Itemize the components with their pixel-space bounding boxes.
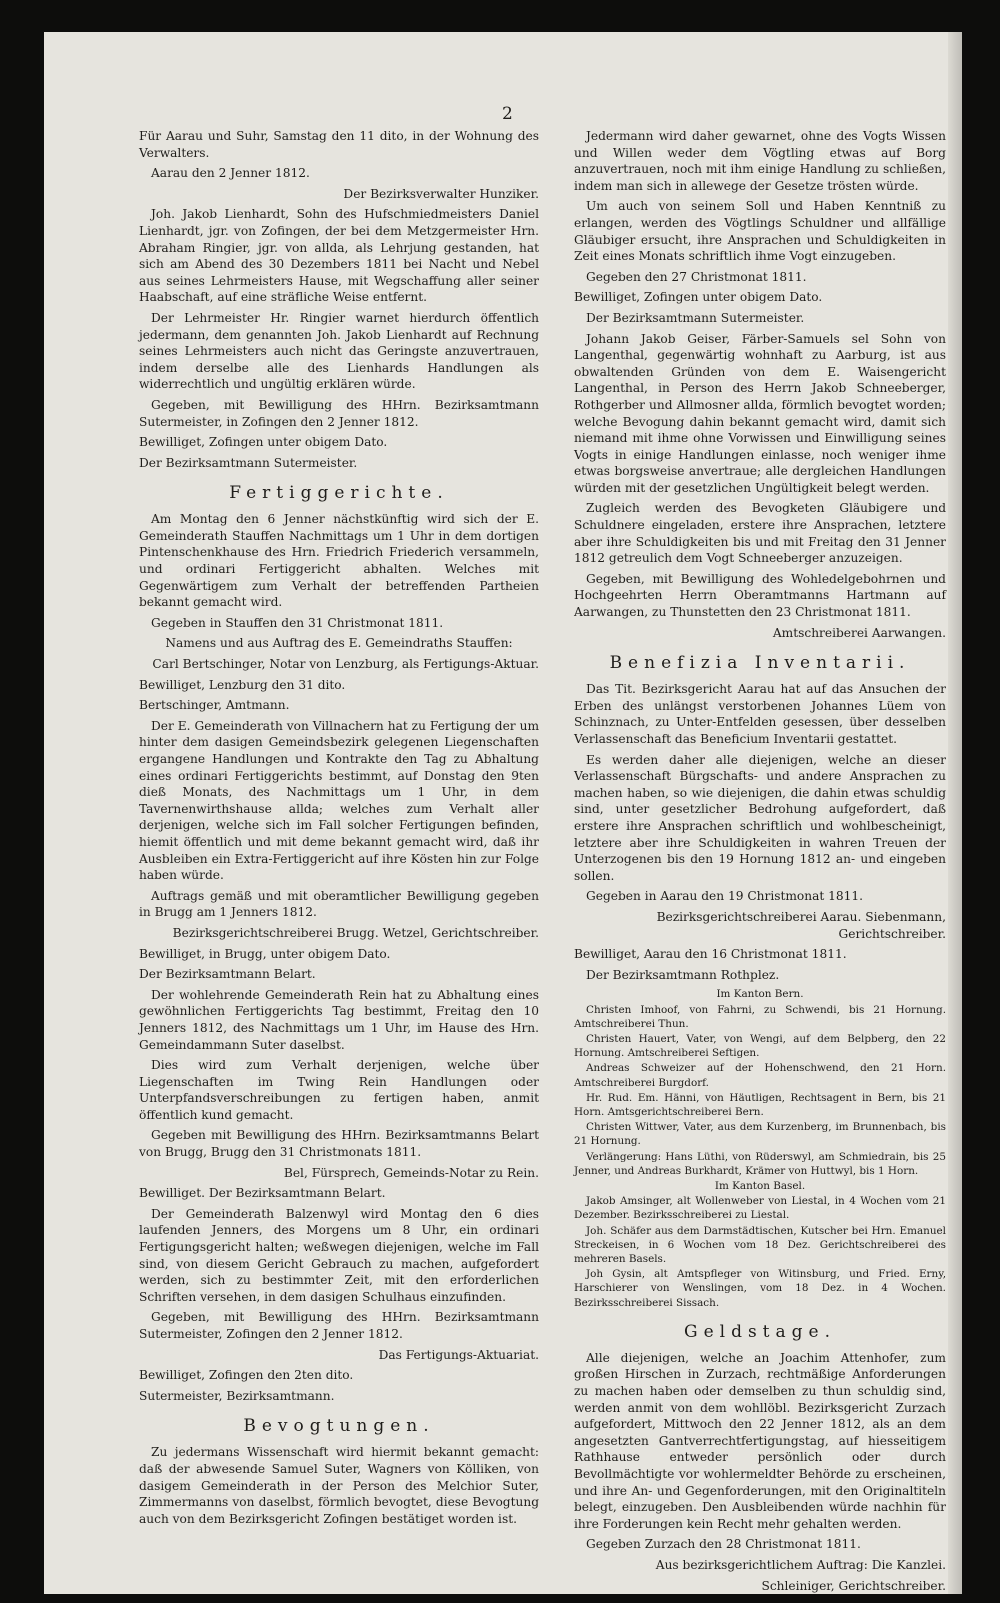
paragraph: Alle diejenigen, welche an Joachim Attenhofer, zum großen Hirschen in Zurzach, rechtmäßige Anforderungen zu machen haben oder demselben zu thun schuldig sind, werden anmit von dem wohllöbl. Bezirksgericht Zurzach aufgefordert, Mittwoch den 22 Jenner 1812, als an dem angesetzten Gantverrechtfertigungstag, auf hiesseitigem Rathhause entweder persönlich oder durch Bevollmächtigte vor wohlermeldter Behörde zu erscheinen, und ihre An- und Gegenforderungen, mit den Originaltiteln belegt, einzugeben. Den Ausbleibenden würde nachhin für ihre Forderungen kein Recht mehr gehalten werden. [574, 1350, 946, 1531]
paragraph: Um auch von seinem Soll und Haben Kenntniß zu erlangen, werden des Vögtlings Schuldner und allfällige Gläubiger ersucht, ihre Ansprachen und Schuldigkeiten in Zeit eines Monats schriftlich ihme Vogt einzugeben. [574, 199, 946, 264]
approval-line: Bewilliget, Aarau den 16 Christmonat 1811. [574, 947, 847, 962]
signature: Sutermeister, Bezirksamtmann. [139, 1388, 335, 1403]
signature: Amtschreiberei Aarwangen. [772, 625, 946, 640]
paragraph: Der E. Gemeinderath von Villnachern hat zu Fertigung der um hinter dem dasigen Gemeindsbezirk gelegenen Liegenschaften ergangene Handlungen und Kontrakte den Tag zu Abhaltung eines ordinari Fertiggerichts bestimmt, auf Donstag den 9ten dieß Monats, des Nachmittags um 1 Uhr, in dem Tavernenwirthshause allda; welches zum Verhalt aller derjenigen, welche sich im Fall solcher Fertigungen befinden, hiemit öffentlich und mit deme bekannt gemacht wird, daß ihr Ausbleiben ein Extra-Fertiggericht auf ihre Kösten hin zur Folge haben würde. [139, 718, 539, 883]
date-line: Gegeben in Aarau den 19 Christmonat 1811. [586, 889, 864, 904]
paragraph: Dies wird zum Verhalt derjenigen, welche über Liegenschaften im Twing Rein Handlungen oder Unterpfandsverschreibungen zu fertigen haben, anmit öffentlich kund gemacht. [139, 1058, 539, 1122]
paragraph: Der Lehrmeister Hr. Ringier warnet hierdurch öffentlich jedermann, dem genannten Joh. Jakob Lienhardt auf Rechnung seines Lehrmeisters auch nicht das Geringste anzuvertrauen, indem derselbe alle des Lienhards Handlungen als widerrechtlich und ungültig erklären würde. [139, 310, 539, 392]
date-line: Aarau den 2 Jenner 1812. [151, 166, 310, 181]
paragraph: Am Montag den 6 Jenner nächstkünftig wird sich der E. Gemeinderath Stauffen Nachmittags um 1 Uhr in dem dortigen Pintenschenkhause des Hrn. Friedrich Friederich versammeln, und ordinari Fertiggericht abhalten. Welches mit Gegenwärtigem zum Verhalt der betreffenden Partheien bekannt gemacht wird. [139, 512, 539, 610]
approval-line: Bewilliget. Der Bezirksamtmann Belart. [139, 1186, 386, 1201]
newspaper-page [44, 32, 962, 1594]
signature: Der Bezirksamtmann Belart. [139, 967, 316, 982]
section-heading-bevogtungen: Bevogtungen. [243, 1416, 435, 1437]
list-item: Christen Hauert, Vater, von Wengi, auf dem Belpberg, den 22 Hornung. Amtschreiberei Seftigen. [574, 1032, 946, 1060]
date-line: Gegeben den 27 Christmonat 1811. [586, 269, 807, 284]
list-item: Joh. Schäfer aus dem Darmstädtischen, Kutscher bei Hrn. Emanuel Streckeisen, in 6 Wochen vom 18 Dez. Gerichtschreiberei des mehreren Basels. [574, 1224, 946, 1265]
signature: Der Bezirksverwalter Hunziker. [343, 186, 539, 201]
signature: Der Bezirksamtmann Sutermeister. [139, 455, 358, 470]
approval-line: Bewilliget, Zofingen den 2ten dito. [139, 1368, 354, 1383]
paragraph: Für Aarau und Suhr, Samstag den 11 dito, in der Wohnung des Verwalters. [139, 129, 539, 160]
section-heading-benefizia-inventarii: Benefizia Inventarii. [609, 653, 911, 674]
canton-heading: Im Kanton Basel. [714, 1179, 806, 1192]
signature: Der Bezirksamtmann Rothplez. [586, 967, 780, 982]
list-item: Christen Imhoof, von Fahrni, zu Schwendi, bis 21 Hornung. Amtschreiberei Thun. [574, 1003, 946, 1030]
signature: Bezirksgerichtschreiberei Brugg. Wetzel, Gerichtschreiber. [172, 925, 539, 940]
paragraph: Gegeben, mit Bewilligung des HHrn. Bezirksamtmann Sutermeister, Zofingen den 2 Jenner 1812. [139, 1310, 539, 1341]
signature: Carl Bertschinger, Notar von Lenzburg, als Fertigungs-Aktuar. [152, 657, 539, 672]
list-item: Verlängerung: Hans Lüthi, von Rüderswyl, am Schmiedrain, bis 25 Jenner, und Andreas Burkhardt, Krämer von Huttwyl, bis 1 Horn. [574, 1150, 946, 1177]
right-column [574, 128, 946, 1598]
section-heading-geldstage: Geldstage. [684, 1321, 836, 1342]
paragraph: Gegeben mit Bewilligung des HHrn. Bezirksamtmanns Belart von Brugg, Brugg den 31 Christmonats 1811. [139, 1128, 539, 1160]
paragraph: Gegeben, mit Bewilligung des HHrn. Bezirksamtmann Sutermeister, in Zofingen den 2 Jenner 1812. [139, 397, 539, 429]
signature: Bezirksgerichtschreiberei Aarau. Siebenmann, Gerichtschreiber. [656, 909, 946, 941]
paragraph: Gegeben, mit Bewilligung des Wohledelgebohrnen und Hochgeehrten Herrn Oberamtmanns Hartmann auf Aarwangen, zu Thunstetten den 23 Christmonat 1811. [574, 571, 946, 620]
canton-heading: Im Kanton Bern. [716, 988, 804, 1001]
list-item: Andreas Schweizer auf der Hohenschwend, den 21 Horn. Amtschreiberei Burgdorf. [574, 1062, 946, 1089]
date-line: Gegeben in Stauffen den 31 Christmonat 1811. [151, 615, 444, 630]
paragraph: Auftrags gemäß und mit oberamtlicher Bewilligung gegeben in Brugg am 1 Jenners 1812. [139, 888, 539, 920]
page-number: 2 [502, 104, 513, 124]
signature: Bel, Fürsprech, Gemeinds-Notar zu Rein. [283, 1165, 539, 1180]
canton-listings [574, 987, 946, 1309]
commission-line: Namens und aus Auftrag des E. Gemeindraths Stauffen: [165, 636, 513, 651]
left-column [139, 128, 539, 1531]
date-line: Gegeben Zurzach den 28 Christmonat 1811. [586, 1537, 861, 1552]
paragraph: Zugleich werden des Bevogketen Gläubigere und Schuldnere eingeladen, erstere ihre Ansprachen, letztere aber ihre Schuldigkeiten bis und mit Freitag den 31 Jenner 1812 getreulich dem Vogt Schneeberger anzuzeigen. [574, 501, 946, 566]
section-heading-fertiggerichte: Fertiggerichte. [229, 483, 449, 504]
signature: Der Bezirksamtmann Sutermeister. [586, 310, 805, 325]
list-item: Joh Gysin, alt Amtspfleger von Witinsburg, und Fried. Erny, Harschierer von Wenslingen, vom 18 Dez. in 4 Wochen. Bezirksschreiberei Sissach. [574, 1268, 946, 1309]
paragraph: Johann Jakob Geiser, Färber-Samuels sel Sohn von Langenthal, gegenwärtig wohnhaft zu Aarburg, ist aus obwaltenden Gründen von dem E. Waisengericht Langenthal, in Person des Herrn Jakob Schneeberger, Rothgerber und Allmosner allda, förmlich bevogtet worden; welche Bevogung dahin bekannt gemacht wird, damit sich niemand mit ihme ohne Vorwissen und Einwilligung seines Vogts in einige Handlungen einlasse, noch weniger ihme etwas borgsweise anvertraue; alle dergleichen Handlungen würden mit der gesetzlichen Ungültigkeit belegt werden. [574, 331, 946, 495]
approval-line: Bewilliget, Zofingen unter obigem Dato. [574, 290, 823, 305]
list-item: Jakob Amsinger, alt Wollenweber von Liestal, in 4 Wochen vom 21 Dezember. Bezirksschreiberei zu Liestal. [574, 1195, 946, 1222]
paragraph: Es werden daher alle diejenigen, welche an dieser Verlassenschaft Bürgschafts- und andere Ansprachen zu machen haben, so wie diejenigen, die dahin etwas schuldig sind, unter gesetzlicher Bedrohung aufgefordert, daß erstere ihre Ansprachen schriftlich und wohlbescheinigt, letztere aber ihre Schuldigkeiten in wahren Treuen der Unterzogenen bis den 19 Hornung 1812 an- und eingeben sollen. [574, 752, 946, 883]
approval-line: Bewilliget, Zofingen unter obigem Dato. [139, 435, 388, 450]
approval-line: Bewilliget, in Brugg, unter obigem Dato. [139, 946, 391, 961]
paragraph: Der wohlehrende Gemeinderath Rein hat zu Abhaltung eines gewöhnlichen Fertiggerichts Tag bestimmt, Freitag den 10 Jenners 1812, des Nachmittags um 1 Uhr, im Hause des Hrn. Gemeindammann Suter daselbst. [139, 987, 539, 1052]
approval-line: Bewilliget, Lenzburg den 31 dito. [139, 677, 346, 692]
signature: Bertschinger, Amtmann. [139, 698, 290, 713]
signature: Schleiniger, Gerichtschreiber. [761, 1578, 946, 1593]
paragraph: Jedermann wird daher gewarnet, ohne des Vogts Wissen und Willen weder dem Vögtling etwas auf Borg anzuvertrauen, noch mit ihm einige Handlung zu schließen, indem man sich in allewege der Gesetze trösten würde. [574, 129, 946, 193]
paragraph: Das Tit. Bezirksgericht Aarau hat auf das Ansuchen der Erben des unlängst verstorbenen Johannes Lüem von Schinznach, zu Unter-Entfelden gesessen, über desselben Verlassenschaft das Beneficium Inventarii gestattet. [574, 682, 946, 746]
paragraph: Zu jedermans Wissenschaft wird hiermit bekannt gemacht: daß der abwesende Samuel Suter, Wagners von Kölliken, von dasigem Gemeinderath in der Person des Melchior Suter, Zimmermanns von daselbst, förmlich bevogtet, diese Bevogtung auch von dem Bezirksgericht Zofingen bestätiget worden ist. [139, 1445, 539, 1526]
list-item: Christen Wittwer, Vater, aus dem Kurzenberg, im Brunnenbach, bis 21 Hornung. [574, 1121, 946, 1148]
list-item: Hr. Rud. Em. Hänni, von Häutligen, Rechtsagent in Bern, bis 21 Horn. Amtsgerichtschreiberei Bern. [574, 1091, 946, 1118]
paragraph: Joh. Jakob Lienhardt, Sohn des Hufschmiedmeisters Daniel Lienhardt, jgr. von Zofingen, der bei dem Metzgermeister Hrn. Abraham Ringier, jgr. von allda, als Lehrjung gestanden, hat sich am Abend des 30 Dezembers 1811 bei Nacht und Nebel aus seines Lehrmeisters Hause, mit Wegschaffung aller seiner Haabschaft, auf eine sträfliche Weise entfernt. [139, 207, 539, 305]
paragraph: Der Gemeinderath Balzenwyl wird Montag den 6 dies laufenden Jenners, des Morgens um 8 Uhr, ein ordinari Fertigungsgericht halten; weßwegen diejenigen, welche im Fall sind, von diesem Gericht Gebrauch zu machen, aufgefordert werden, sich zu bestimmter Zeit, mit den erforderlichen Schriften versehen, in dem dasigen Schulhaus einzufinden. [139, 1206, 539, 1304]
signature: Das Fertigungs-Aktuariat. [378, 1347, 539, 1362]
signature: Aus bezirksgerichtlichem Auftrag: Die Kanzlei. [655, 1557, 946, 1572]
